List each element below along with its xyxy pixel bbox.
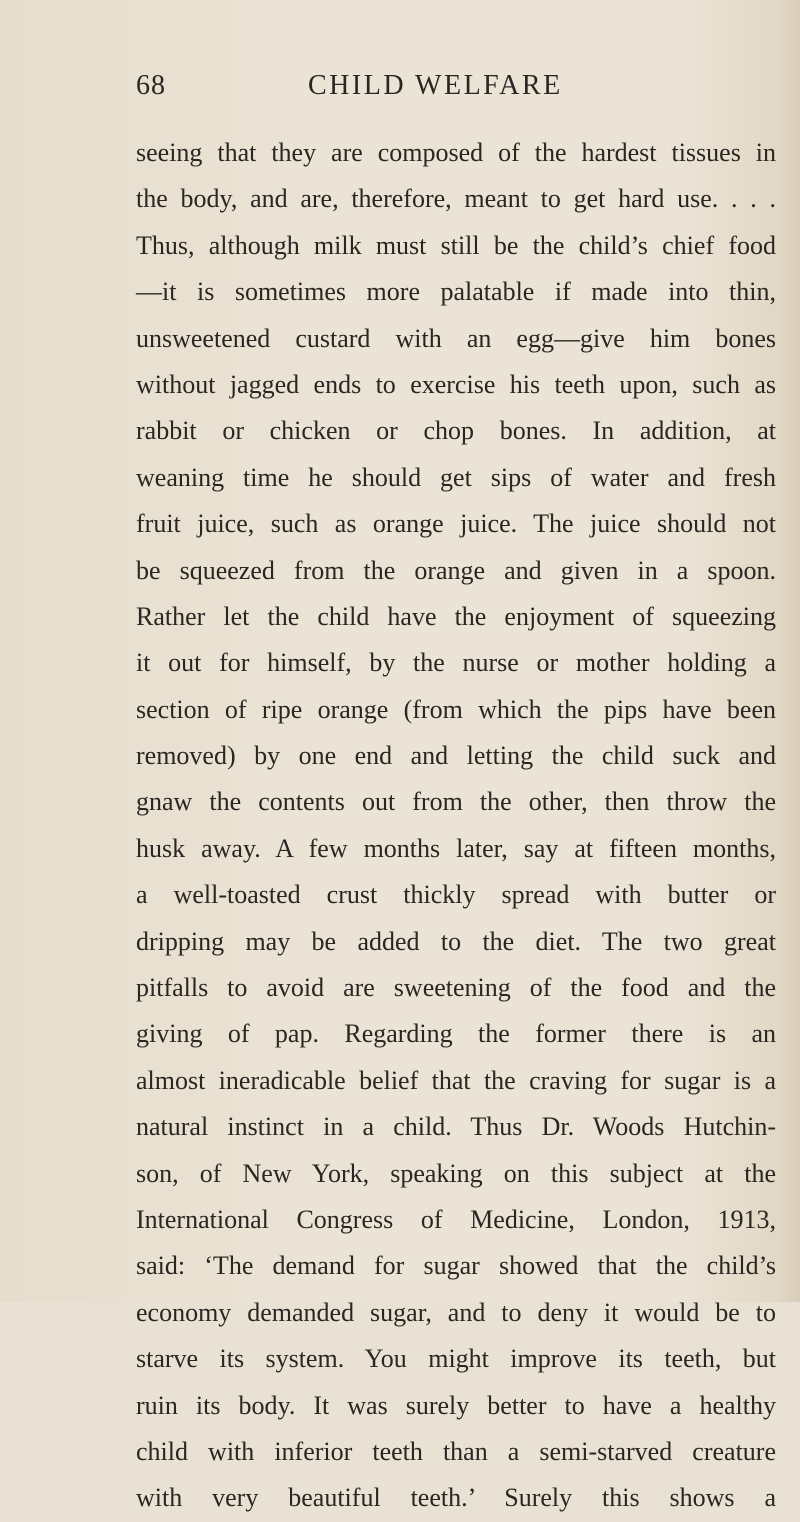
text-line: —it is sometimes more palatable if made into thin, xyxy=(136,277,776,307)
text-line: it out for himself, by the nurse or mother holding a xyxy=(136,648,776,678)
text-line: be squeezed from the orange and given in a spoon. xyxy=(136,555,776,585)
text-line: starve its system. You might improve its teeth, but xyxy=(136,1344,776,1374)
text-line: economy demanded sugar, and to deny it would be to xyxy=(136,1297,776,1327)
text-line: Rather let the child have the enjoyment of squeezing xyxy=(136,601,776,631)
text-line: giving of pap. Regarding the former there is an xyxy=(136,1019,776,1049)
text-line: removed) by one end and letting the child suck and xyxy=(136,741,776,771)
text-line: gnaw the contents out from the other, then throw the xyxy=(136,787,776,817)
text-line: dripping may be added to the diet. The two great xyxy=(136,926,776,956)
text-line: seeing that they are composed of the hardest tissues in xyxy=(136,138,776,167)
page-number: 68 xyxy=(136,70,166,101)
text-line: weaning time he should get sips of water and fresh xyxy=(136,462,776,492)
text-line: pitfalls to avoid are sweetening of the food and the xyxy=(136,973,776,1003)
text-line: ruin its body. It was surely better to have a healthy xyxy=(136,1390,776,1420)
text-line: natural instinct in a child. Thus Dr. Woods Hutchin- xyxy=(136,1112,776,1142)
page-header xyxy=(136,70,776,110)
text-line: section of ripe orange (from which the pips have been xyxy=(136,694,776,724)
text-line: son, of New York, speaking on this subject at the xyxy=(136,1158,776,1188)
text-line: Thus, although milk must still be the child’s chief food xyxy=(136,230,776,260)
text-line: a well-toasted crust thickly spread with butter or xyxy=(136,880,776,910)
running-head: CHILD WELFARE xyxy=(308,70,563,101)
text-line: child with inferior teeth than a semi-starved creature xyxy=(136,1436,776,1466)
text-line: the body, and are, therefore, meant to get hard use. . . . xyxy=(136,184,776,214)
text-line: said: ‘The demand for sugar showed that the child’s xyxy=(136,1251,776,1281)
text-line: fruit juice, such as orange juice. The juice should not xyxy=(136,509,776,539)
text-line: husk away. A few months later, say at fifteen months, xyxy=(136,833,776,863)
text-line: without jagged ends to exercise his teeth upon, such as xyxy=(136,369,776,399)
text-line: almost ineradicable belief that the craving for sugar is a xyxy=(136,1065,776,1095)
body-text xyxy=(136,130,776,1522)
text-line: rabbit or chicken or chop bones. In addition, at xyxy=(136,416,776,446)
text-line: with very beautiful teeth.’ Surely this shows a xyxy=(136,1483,776,1513)
text-line: unsweetened custard with an egg—give him bones xyxy=(136,323,776,353)
text-line: International Congress of Medicine, London, 1913, xyxy=(136,1204,776,1234)
